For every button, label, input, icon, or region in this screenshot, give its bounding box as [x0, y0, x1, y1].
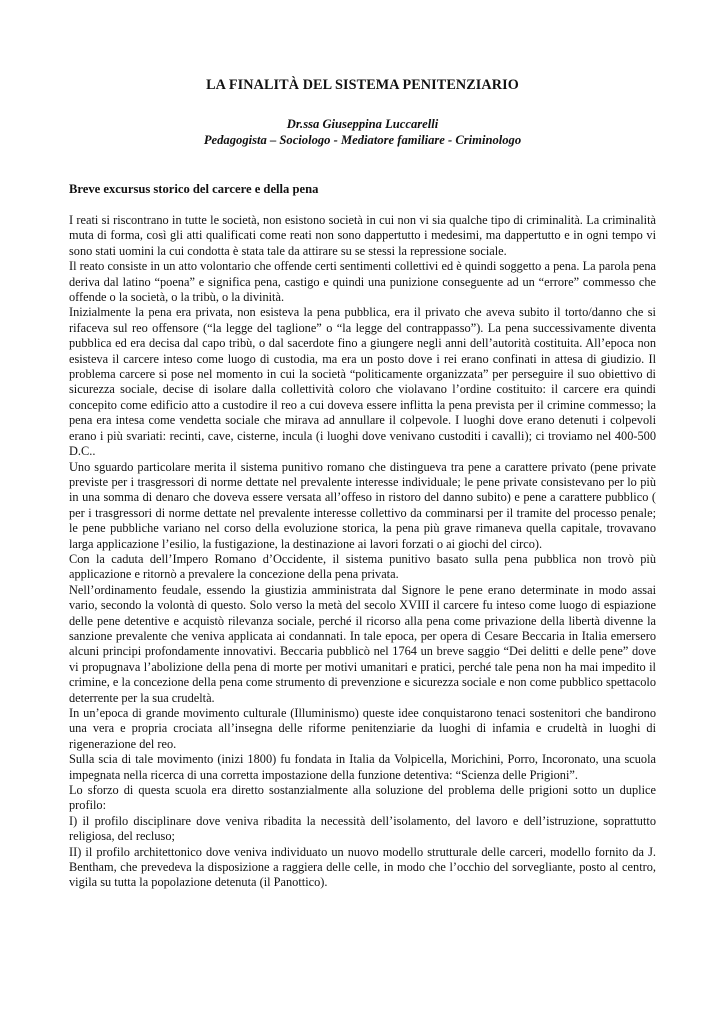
- paragraph: Inizialmente la pena era privata, non esisteva la pena pubblica, era il privato che aveva subito il torto/danno che si rifaceva sul reo offensore (“la legge del taglione” o “la legge del contrappasso”). La pena successivamente diventa pubblica ed era decisa dal capo tribù, o dal sacerdote fino a giungere negli anni dell’autorità costituita. All’epoca non esisteva il carcere inteso come luogo di custodia, ma era un posto dove i rei erano confinati in attesa di giudizio. Il problema carcere si pose nel momento in cui la società “politicamente organizzata” per perseguire il suo obiettivo di sicurezza sociale, decise di isolare dalla collettività coloro che violavano l’ordine costituito: il carcere era quindi concepito come edificio atto a custodire il reo a cui doveva essere inflitta la pena prevista per il crimine commesso; la pena era intesa come vendetta sociale che mirava ad annullare il colpevole. I luoghi dove erano detenuti i colpevoli erano i più svariati: recinti, cave, cisterne, incula (i luoghi dove venivano custoditi i cavalli); ci troviamo nel 400-500 D.C..: [69, 305, 656, 459]
- paragraph: I) il profilo disciplinare dove veniva ribadita la necessità dell’isolamento, del lavoro e dell’istruzione, soprattutto religiosa, del recluso;: [69, 813, 656, 844]
- paragraph: Sulla scia di tale movimento (inizi 1800) fu fondata in Italia da Volpicella, Morichini, Porro, Incoronato, una scuola impegnata nella ricerca di una corretta impostazione della funzione detentiva: “Scienza delle Prigioni”.: [69, 752, 656, 782]
- paragraph: Lo sforzo di questa scuola era diretto sostanzialmente alla soluzione del problema delle prigioni sotto un duplice profilo:: [69, 783, 656, 813]
- paragraph: Con la caduta dell’Impero Romano d’Occidente, il sistema punitivo basato sulla pena pubblica non trovò più applicazione e ritornò a prevalere la concezione della pena privata.: [69, 551, 656, 582]
- paragraph: II) il profilo architettonico dove veniva individuato un nuovo modello strutturale delle carceri, modello fornito da J. Bentham, che prevedeva la disposizione a raggiera delle celle, in modo che l’occhio del sorvegliante, posto al centro, vigila su tutta la popolazione detenuta (il Panottico).: [69, 844, 656, 890]
- paragraph: I reati si riscontrano in tutte le società, non esistono società in cui non vi sia qualche tipo di criminalità. La criminalità muta di forma, così gli atti qualificati come reati non sono dappertutto i medesimi, ma dappertutto e in ogni tempo vi sono stati uomini la cui condotta è stata tale da attirare su se stessi la repressione sociale.: [69, 213, 656, 258]
- paragraph: Nell’ordinamento feudale, essendo la giustizia amministrata dal Signore le pene erano determinate in modo assai vario, secondo la volontà di questo. Solo verso la metà del secolo XVIII il carcere fu inteso come luogo di espiazione delle pene detentive e acquistò rilevanza sociale, perché il ricorso alla pena come privazione della libertà divenne la sanzione prevalente che veniva applicata ai condannati. In tale epoca, per opera di Cesare Beccaria in Italia emersero alcuni principi profondamente innovativi. Beccaria pubblicò nel 1764 un breve saggio “Dei delitti e delle pene” dove vi propugnava l’abolizione della pena di morte per motivi umanitari e pratici, perché tale pena non ha mai impedito il crimine, e la concezione della pena come strumento di prevenzione e sicurezza sociale e non come pubblico spettacolo deterrente per la sua crudeltà.: [69, 582, 656, 705]
- document-page: [69, 76, 656, 891]
- paragraph: In un’epoca di grande movimento culturale (Illuminismo) queste idee conquistarono tenaci sostenitori che bandirono una vera e propria crociata all’insegna delle riforme penitenziarie da luoghi di infamia e crudeltà in luoghi di rigenerazione del reo.: [69, 706, 656, 751]
- author-name: Dr.ssa Giuseppina Luccarelli: [286, 117, 439, 131]
- document-body: [69, 213, 656, 891]
- paragraph: Il reato consiste in un atto volontario che offende certi sentimenti collettivi ed è quindi soggetto a pena. La parola pena deriva dal latino “poena” e significa pena, castigo e quindi una punizione conseguente ad un “errore” commesso che offende o la società, o la tribù, o la divinità.: [69, 259, 656, 305]
- author-role: Pedagogista – Sociologo - Mediatore familiare - Criminologo: [203, 133, 522, 147]
- document-title: LA FINALITÀ DEL SISTEMA PENITENZIARIO: [206, 77, 519, 93]
- section-heading: Breve excursus storico del carcere e della pena: [69, 182, 319, 196]
- paragraph: Uno sguardo particolare merita il sistema punitivo romano che distingueva tra pene a carattere privato (pene private previste per i trasgressori di norme dettate nel prevalente interesse individuale; le pene private consistevano per lo più in una somma di denaro che doveva essere versata all’offeso in ristoro del danno subito) e pene a carattere pubblico ( per i trasgressori di norme dettate nel prevalente interesse collettivo da comminarsi per il tramite del processo penale; le pene pubbliche variano nel corso della evoluzione storica, la pena più grave rimaneva quella capitale, trovavano larga applicazione l’esilio, la fustigazione, la destinazione ai lavori forzati o ai giochi del circo).: [69, 459, 656, 551]
